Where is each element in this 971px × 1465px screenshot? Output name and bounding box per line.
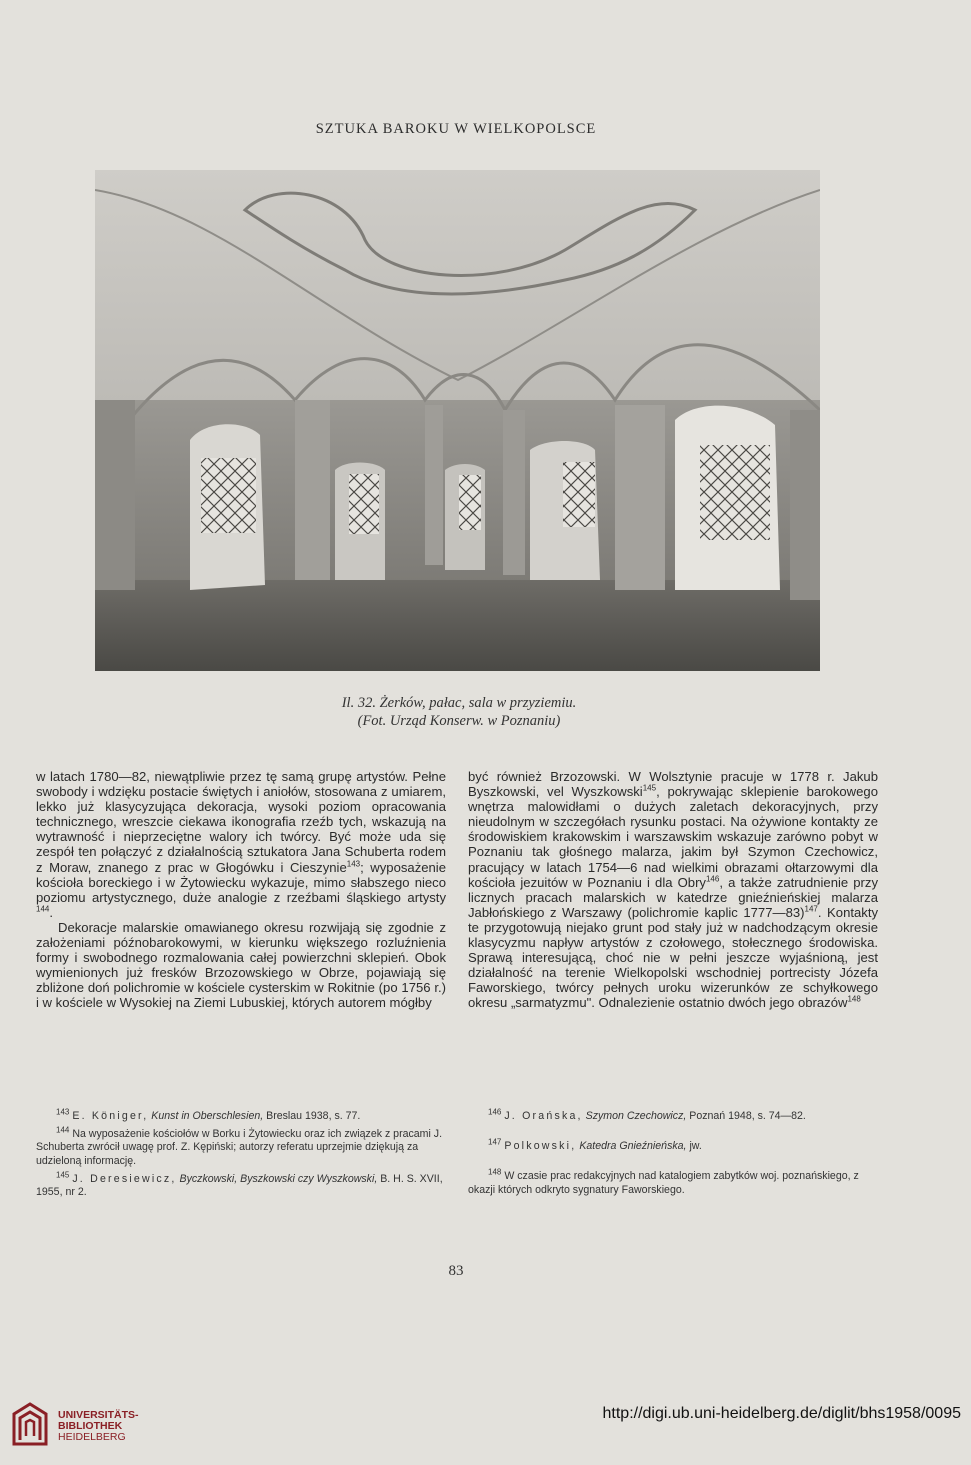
footnote-number: 146 (488, 1107, 502, 1117)
text-run: , pokrywając sklepienie barokowego wnętrza malowidłami o dużych zaletach dekoracyjnych, przy nieudolnym w szczegółach rysunku postaci. Na ożywione kontakty ze środowiskiem krakowskim i warszawskim wskazuje zarówno pobyt w Poznaniu tak głośnego malarza, jakim był Szymon Czechowicz, pracujący w latach 1754—6 nad wielkimi obrazami ołtarzowymi dla kościoła jezuitów w Poznaniu i dla Obry (468, 784, 878, 890)
footnote-title: Byczkowski, Byszkowski czy Wyszkowski, (179, 1172, 378, 1185)
footnote-143 (36, 1107, 446, 1123)
text-run: . Kontakty te przygotowują niejako grunt pod stały już w nadchodzącym okresie klasycyzmu napływ artystów z czołowego, stołecznego środowiska. Sprawą interesującą, choć nie w pełni jeszcze wyjaśnioną, jest działalność na terenie Wielkopolski wschodniej portrecisty Józefa Faworskiego, twórcy pełnych uroku wizerunków ze schyłkowego okresu „sarmatyzmu". Odnalezienie ostatnio dwóch jego obrazów (468, 904, 879, 1011)
footnote-rest: B. H. S. XVII, 1955, nr 2. (36, 1172, 443, 1199)
running-head: SZTUKA BAROKU W WIELKOPOLSCE (315, 121, 597, 137)
paragraph-1 (36, 769, 446, 920)
footnote-ref: 143 (346, 859, 361, 869)
footnote-ref: 144 (36, 904, 50, 914)
footnote-title: Kunst in Oberschlesien, (151, 1110, 264, 1122)
library-name-line-1: UNIVERSITÄTS- (58, 1409, 139, 1421)
footnote-title: Katedra Gnieźnieńska, (579, 1140, 687, 1153)
footnote-number: 147 (488, 1137, 502, 1147)
library-name-line-3: HEIDELBERG (58, 1431, 126, 1443)
footnote-ref: 147 (804, 904, 818, 914)
footnote-rest: Na wyposażenie kościołów w Borku i Żytowiecku oraz ich związek z pracami J. Schuberta zwrócił uwagę prof. Z. Kępiński; autorzy referatu uprzejmie dziękują za udzieloną informację. (36, 1128, 443, 1167)
library-logo[interactable] (10, 1400, 139, 1448)
library-name (58, 1410, 139, 1443)
footnote-148 (468, 1167, 878, 1196)
body-column-right (468, 769, 878, 1011)
footnote-author: E. Königer, (72, 1110, 149, 1122)
figure-caption (0, 694, 918, 730)
footnote-number: 148 (488, 1167, 502, 1177)
text-run: w latach 1780—82, niewątpliwie przez tę samą grupę artystów. Pełne swobody i wdzięku postacie świętych i aniołów, stosowana z umiarem, lekko już klasycyzująca dekoracja, wysoki poziom opracowania technicznego, wreszcie ciekawa ikonografia rzeźb tych, wskazują na wytrawność i nieprzeciętne walory ich twórcy. Być może uda się zespół ten połączyć z działalnością sztukatora Jana Schuberta rodem z Moraw, znanego z prac w Głogówku i Cieszynie (36, 769, 446, 875)
library-logo-icon (10, 1400, 50, 1448)
caption-line-1: Il. 32. Żerków, pałac, sala w przyziemiu. (341, 695, 577, 711)
footnote-rest: jw. (689, 1140, 702, 1153)
footnote-147 (468, 1137, 878, 1153)
footnote-rest: W czasie prac redakcyjnych nad katalogiem zabytków woj. poznańskiego, z okazji których odkryto sygnatury Faworskiego. (468, 1170, 859, 1196)
footnote-144 (36, 1125, 446, 1168)
source-url-link[interactable]: http://digi.ub.uni-heidelberg.de/diglit/bhs1958/0095 (602, 1405, 961, 1422)
photograph-zerkow-hall (95, 170, 820, 671)
paragraph-2: Dekoracje malarskie omawianego okresu rozwijają się zgodnie z założeniami późnobarokowymi, w kierunku większego rozluźnienia formy i swobodnego rozmalowania całej powierzchni sklepień. Obok wymienionych już fresków Brzozowskiego w Obrze, pojawiają się zbliżone doń polichromie w kościele cysterskim w Rokitnie (po 1756 r.) i w kościele w Wysokiej na Ziemi Lubuskiej, których autorem mógłby (36, 919, 446, 1011)
library-name-line-2: BIBLIOTHEK (58, 1420, 123, 1432)
paragraph-3 (468, 769, 878, 1011)
footnote-145 (36, 1170, 446, 1199)
footnotes-right (468, 1107, 878, 1214)
body-column-left (36, 769, 446, 1011)
footnote-146 (468, 1107, 878, 1123)
footnote-ref: 145 (642, 783, 657, 793)
footnote-number: 144 (56, 1125, 70, 1135)
footnote-number: 145 (56, 1170, 70, 1180)
text-run: . (49, 904, 53, 920)
text-run: , a także zatrudnienie przy licznych pracach malarskich w katedrze gnieźnieńskiej malarza Jabłońskiego z Warszawy (polichromie kaplic 1777—83) (468, 874, 879, 920)
footnote-title: Szymon Czechowicz, (585, 1110, 687, 1122)
footnote-author: J. Deresiewicz, (72, 1172, 177, 1185)
page-number: 83 (448, 1263, 464, 1279)
footnote-author: Polkowski, (504, 1140, 577, 1153)
footnote-ref: 148 (847, 995, 861, 1005)
footnote-ref: 146 (705, 874, 720, 884)
footnote-author: J. Orańska, (504, 1110, 583, 1122)
text-run: być również Brzozowski. W Wolsztynie pracuje w 1778 r. Jakub Byszkowski, vel Wyszkowski (468, 769, 878, 800)
footnote-rest: Breslau 1938, s. 77. (266, 1110, 361, 1122)
footnotes-left (36, 1107, 446, 1204)
footnote-number: 143 (56, 1107, 70, 1117)
vaulted-hall-illustration (95, 170, 820, 671)
text-run: ; wyposażenie kościoła boreckiego i w Żytowiecku wykazuje, mimo słabszego nieco poziomu artystycznego, duże analogie z rzeźbami śląskiego artysty (36, 859, 446, 905)
footnote-rest: Poznań 1948, s. 74—82. (689, 1110, 806, 1122)
caption-line-2: (Fot. Urząd Konserw. w Poznaniu) (357, 713, 561, 729)
